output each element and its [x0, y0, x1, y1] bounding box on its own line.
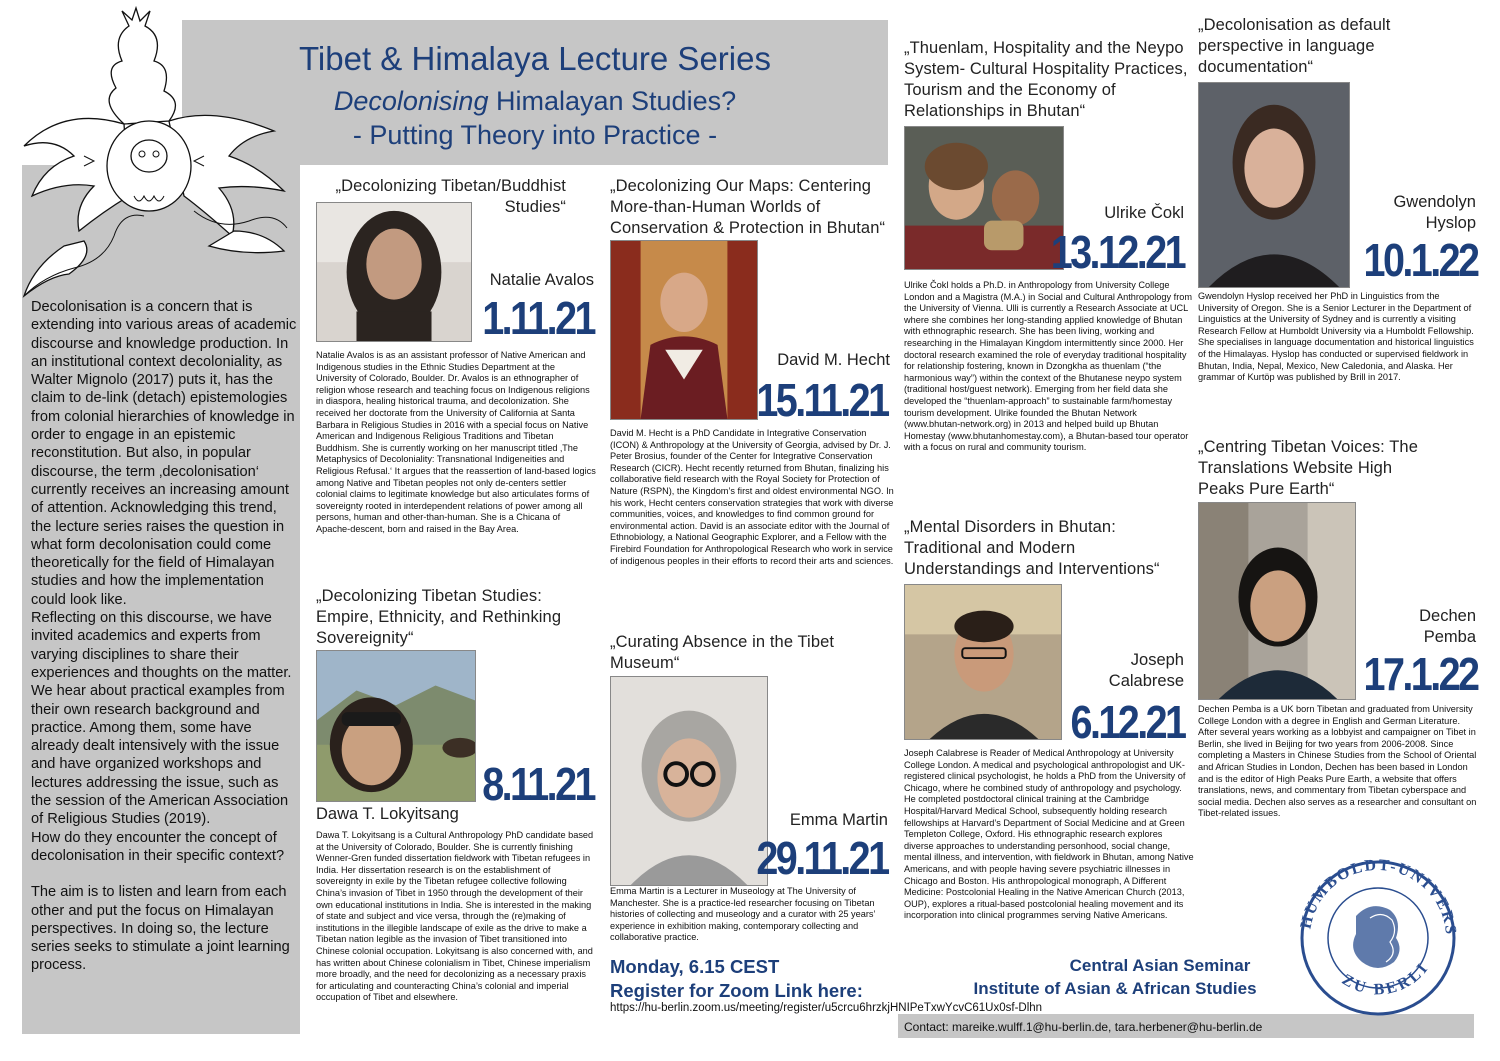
lecture-date: 8.11.21 [482, 758, 594, 810]
lecture-date: 29.11.21 [756, 832, 888, 884]
seminar-name: Central Asian Seminar [1069, 956, 1251, 975]
lecture-date: 10.1.22 [1363, 234, 1477, 286]
intro-text [31, 298, 299, 975]
svg-text:HUMBOLDT-UNIVERSITÄT: HUMBOLDT-UNIVERS [1297, 858, 1460, 937]
speaker-name: Dawa T. Lokyitsang [316, 805, 459, 823]
speaker-name: Gwendolyn Hyslop [1393, 193, 1476, 232]
intro-paragraph: Reflecting on this discourse, we have invited academics and experts from varying disciplines to share their experiences and thoughts on the matter. We hear about practical examples from their own research background and practice. Among them, some have already dealt intensively with the issue and have organized workshops and lectures addressing the issue, such as the session of the American Association of Religious Studies (2019). [31, 610, 292, 828]
zoom-register-link[interactable]: https://hu-berlin.zoom.us/meeting/register/u5crcu6hrzkjHNIPeTxwYcvC61Ux0sf-Dlhn [610, 1002, 1043, 1014]
intro-paragraph: Decolonisation is a concern that is extending into various areas of academic discourse and knowledge production. In an institutional context decoloniality, as Walter Mignolo (2017) puts it, has the claim to de-link (detach) epistemologies from colonial hierarchies of knowledge in order to engage in an epistemic reconstitution. But also, in popular discourse, the term ‚decolonisation‘ currently receives an increasing amount of attention. Acknowledging this trend, the lecture series raises the question in what form decolonisation could come theoretically for the field of Himalayan studies and how the implementation could look like. [31, 299, 297, 608]
speaker-name: David M. Hecht [777, 351, 890, 369]
subtitle-rest: Himalayan Studies? [488, 86, 737, 116]
institute-name: Institute of Asian & African Studies [973, 979, 1257, 998]
speaker-name: Natalie Avalos [489, 271, 594, 289]
intro-paragraph: The aim is to listen and learn from each other and put the focus on Himalayan perspectives. In doing so, the lecture series seeks to stimulate a joint learning process. [31, 884, 290, 974]
lecture-date: 17.1.22 [1363, 648, 1477, 700]
lecture-title: „Thuenlam, Hospitality and the Neypo System- Cultural Hospitality Practices, Tourism and the Economy of Relationships in Bhutan“ [904, 39, 1188, 120]
lecture-title: „Decolonizing Tibetan Studies: Empire, Ethnicity, and Rethinking Sovereignity“ [316, 587, 562, 647]
speaker-bio: Joseph Calabrese is Reader of Medical Anthropology at University College London. A medical and psychological anthropologist and UK-registered clinical psychologist, he holds a PhD from the University of Chicago, where he combined study of anthropology and psychology. He completed postdoctoral clinical training at the Cambridge Hospital/Harvard Medical School, subsequently holding research fellowships at Harvard’s Department of Social Medicine and at Green Templeton College, Oxford. His ethnographic research explores diverse approaches to understanding personhood, social change, mental illness, and intervention, with fieldwork in Bhutan, among Native Americans, and with people having severe psychiatric illnesses in Chicago and Boston. His anthropological monograph, A Different Medicine: Postcolonial Healing in the Native American Church (2013, OUP), explores a ritual-based postcolonial healing movement and its incorporation into clinical programmes serving Native Americans. [904, 748, 1194, 921]
speaker-name: Dechen Pemba [1419, 607, 1476, 646]
speaker-name: Ulrike Čokl [1104, 204, 1184, 222]
humboldt-seal-logo [1286, 858, 1470, 1018]
lecture-date: 1.11.21 [482, 292, 594, 344]
lecture-title: „Mental Disorders in Bhutan: Traditional and Modern Understandings and Interventions“ [904, 518, 1160, 578]
speaker-bio: Gwendolyn Hyslop received her PhD in Linguistics from the University of Oregon. She is a Senior Lecturer in the Department of Linguistics at the University of Sydney and is currently a visiting Research Fellow at Humboldt University via a Humboldt Fellowship. She specialises in language documentation and historical linguistics of the Himalayas. Hyslop has conducted or supervised fieldwork in Bhutan, India, Nepal, Mexico, New Caledonia, and Alaska. Her grammar of Kurtöp was published by Brill in 2017. [1198, 291, 1474, 383]
lecture-title: „Decolonisation as default perspective in language documentation“ [1198, 16, 1391, 76]
subtitle-emphasis: Decolonising [333, 86, 489, 116]
lecture-date: 13.12.21 [1050, 226, 1184, 278]
contact-line: Contact: mareike.wulff.1@hu-berlin.de, tara.herbener@hu-berlin.de [904, 1020, 1263, 1034]
speaker-photo [316, 650, 476, 802]
lecture-title: „Decolonizing Our Maps: Centering More-than-Human Worlds of Conservation & Protection in Bhutan“ [610, 177, 886, 237]
speaker-bio: Natalie Avalos is as an assistant professor of Native American and Indigenous studies in the Ethnic Studies Department at the University of Colorado, Boulder. Dr. Avalos is an ethnographer of religion whose research and teaching focus on Indigenous religions in diaspora, healing historical trauma, and decolonization. She received her doctorate from the University of California at Santa Barbara in Religious Studies in 2016 with a special focus on Native American and Indigenous Religious Traditions and Tibetan Buddhism. She is currently working on her manuscript titled ‚The Metaphysics of Decoloniality: Transnational Indigeneities and Religious Refusal.‘ It argues that the reassertion of land-based logics among Native and Tibetan peoples not only de-centers settler colonial claims to legitimate knowledge but also articulates forms of sovereignty rooted in interdependent relations of power among all persons, human and other-than-human. She is a Chicana of Apache-descent, born and raised in the Bay Area. [316, 350, 596, 534]
series-subtitle-2: - Putting Theory into Practice - [352, 120, 718, 150]
lecture-title: „Centring Tibetan Voices: The Translations Website High Peaks Pure Earth“ [1198, 438, 1418, 498]
speaker-photo [904, 584, 1062, 740]
speaker-bio: Ulrike Čokl holds a Ph.D. in Anthropology from University College London and a Magistra (M.A.) in Social and Cultural Anthropology from the University of Vienna. Ulli is currently a Research Associate at UCL where she combines her long-standing applied knowledge of Bhutan with ethnographic research. She has been living, working and researching in the Himalayan Kingdom intermittently since 2000. Her doctoral research examined the role of everyday traditional hospitality for relationship fostering, known in Dzongkha as thuenlam (“the harmonious way”) within the context of the Bhutanese neypo system (traditional host/guest network). Emerging from her field data she developed the “thuenlam-approach” to sustainable farm/homestay tourism development. Ulrike founded the Bhutan Network (www.bhutan-network.org) in 2013 and helped build up Bhutan Homestay (www.bhutanhomestay.com), a Bhutan-based tour operator with a focus on rural and community tourism. [904, 280, 1193, 453]
svg-text:ZU BERLIN: ZU BERLI [1338, 958, 1433, 999]
speaker-bio: David M. Hecht is a PhD Candidate in Integrative Conservation (ICON) & Anthropology at the University of Georgia, advised by Dr. J. Peter Brosius, founder of the Center for Integrative Conservation Research (CICR). Hecht recently returned from Bhutan, finalizing his collaborative field research with the Royal Society for Protection of Nature (RSPN), the Kingdom’s first and oldest environmental NGO. In his work, Hecht centers conservation strategies that work with diverse communities, voices, and knowledges to find common ground for environmental action. David is an associate editor with the Journal of Ethnobiology, a National Geographic Explorer, and a Fellow with the Firebird Foundation for Anthropological Research who work in service of indigenous peoples in their efforts to record their arts and sciences. [610, 428, 894, 566]
speaker-photo [610, 676, 768, 886]
series-title: Tibet & Himalaya Lecture Series [299, 40, 771, 77]
register-label: Register for Zoom Link here: [610, 980, 863, 1001]
speaker-photo [1198, 82, 1350, 288]
lecture-date: 15.11.21 [756, 374, 888, 426]
lecture-title: „Curating Absence in the Tibet Museum“ [610, 633, 835, 672]
lecture-title: „Decolonizing Tibetan/Buddhist Studies“ [335, 177, 566, 216]
speaker-bio: Dechen Pemba is a UK born Tibetan and graduated from University College London with a degree in English and German Literature. After several years working as a lobbyist and campaigner on Tibet in Berlin, she lived in Beijing for two years from 2006-2008. Since completing a Masters in Chinese Studies from the School of Oriental and African Studies in London, Dechen has been based in London and is the editor of High Peaks Pure Earth, a website that offers translations, news, and commentary from Tibetan cyberspace and social media. Dechen also serves as a researcher and consultant on Tibet-related issues. [1198, 704, 1477, 819]
lecture-time: Monday, 6.15 CEST [610, 956, 780, 977]
series-subtitle [182, 85, 888, 117]
speaker-photo [316, 202, 472, 342]
speaker-name: Emma Martin [789, 811, 888, 829]
speaker-photo [610, 240, 758, 420]
speaker-bio: Emma Martin is a Lecturer in Museology at The University of Manchester. She is a practice-led researcher focusing on Tibetan histories of collecting and museology and a curator with 25 years’ experience in exhibition making, contemporary collecting and collaborative practice. [610, 886, 876, 943]
speaker-photo [904, 126, 1064, 270]
speaker-bio: Dawa T. Lokyitsang is a Cultural Anthropology PhD candidate based at the University of Colorado, Boulder. She is currently finishing Wenner-Gren funded dissertation fieldwork with Tibetan refugees in India. Her dissertation research is on the establishment of sovereignty in exile by the Tibetan refugee collective following China’s invasion of Tibet in 1950 through the development of their own educational institutions in India. She is interested in the making of state and subject and vice versa, through the (re)making of institutions in the illegible landscape of exile as the drive to make a Tibetan nation legible as the invasion of Tibet transitioned into Chinese colonial occupation. Lokyitsang is also concerned with, and has written about Chinese colonialism in Tibet, Chinese imperialism more broadly, and the need for decolonizing as a necessary praxis for articulating and counteracting China’s colonial and imperial occupation of Tibet and elsewhere. [316, 830, 594, 1003]
intro-paragraph: How do they encounter the concept of decolonisation in their specific context? [31, 829, 285, 864]
speaker-name: Joseph Calabrese [1108, 651, 1184, 690]
speaker-photo [1198, 502, 1356, 700]
lecture-date: 6.12.21 [1070, 696, 1184, 748]
